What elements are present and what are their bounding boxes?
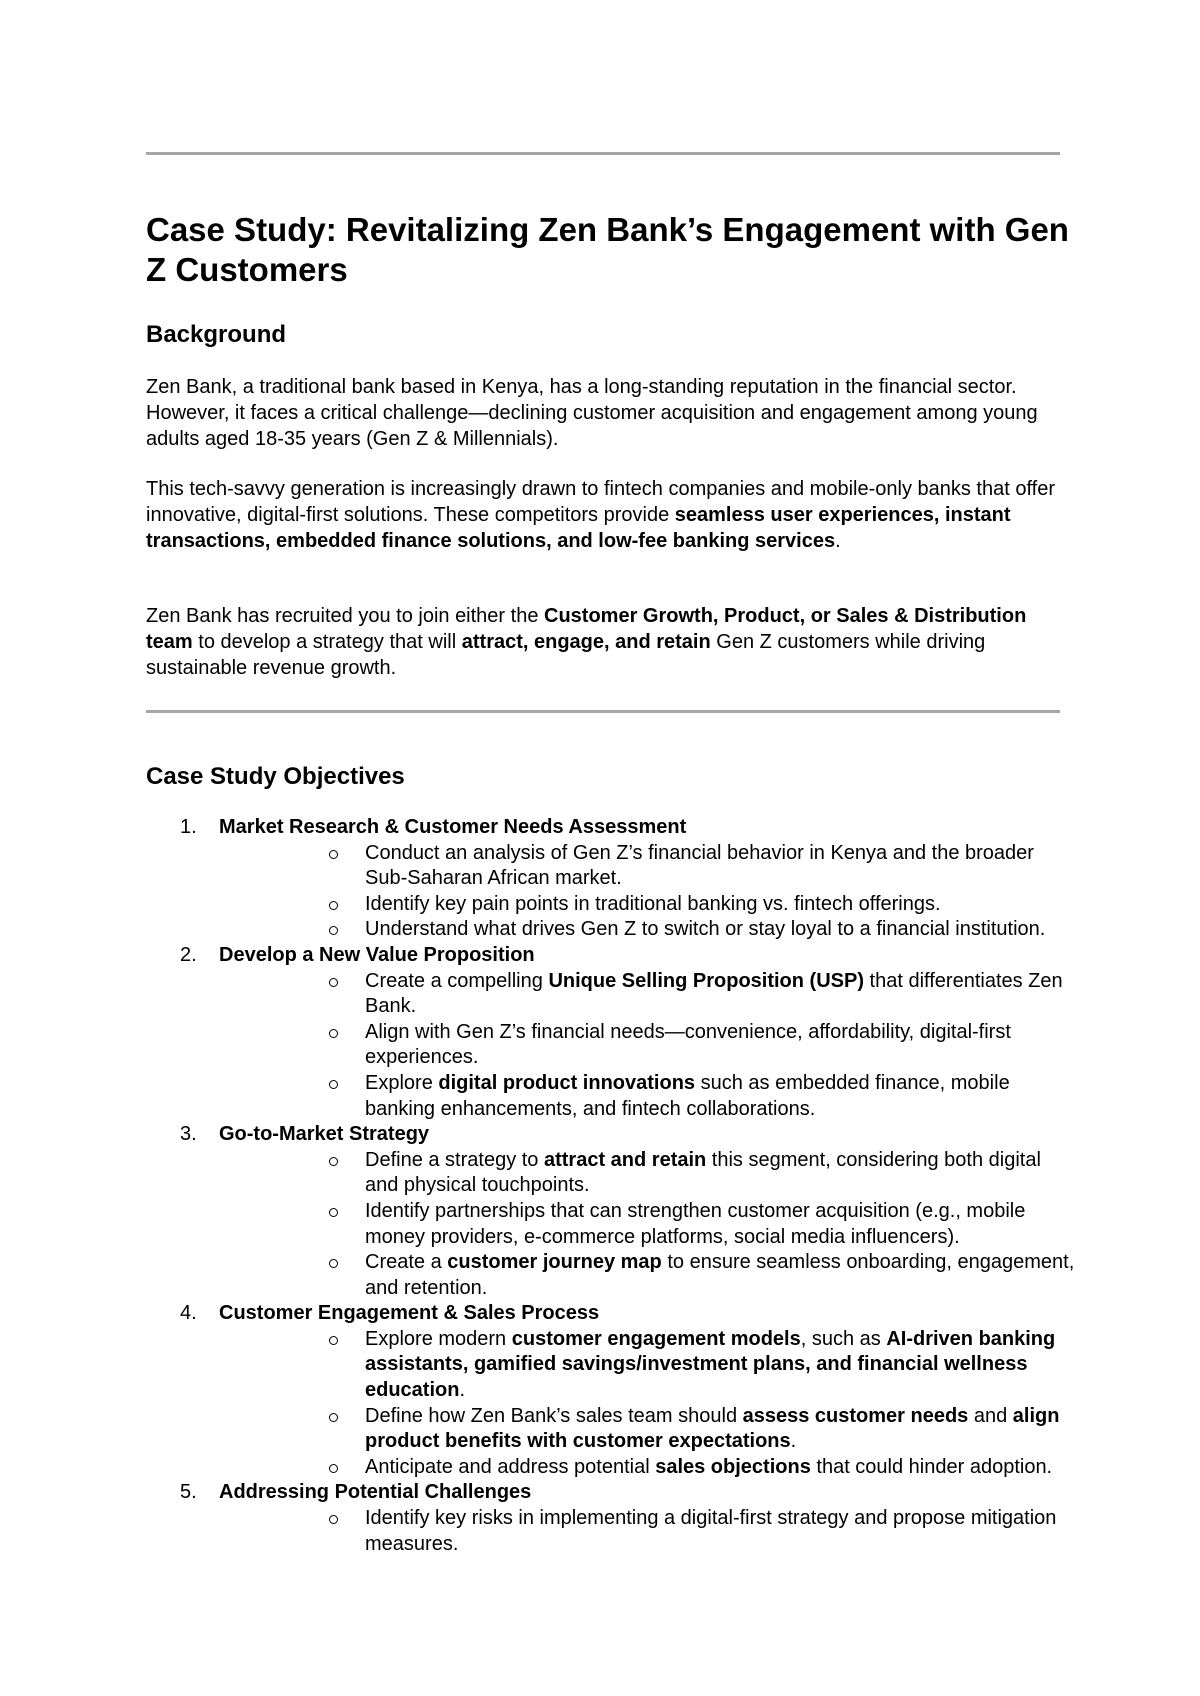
sub-point [219,917,1076,943]
sub-point-list [219,841,1076,943]
text-run: . [790,1430,797,1453]
text-run: Identify key pain points in traditional banking vs. fintech offerings. [365,892,941,915]
sub-point-list [219,1148,1076,1302]
bold-text-run: Unique Selling Proposition (USP) [548,969,864,992]
sub-point [219,1148,1076,1199]
text-run: and [968,1404,1013,1427]
objective-number: 4. [180,1302,197,1325]
sub-point [219,1250,1076,1301]
hollow-circle-bullet-icon [329,901,338,910]
objective-heading: Develop a New Value Proposition [219,943,535,966]
hollow-circle-bullet-icon [329,1080,338,1089]
bold-text-run: digital product innovations [438,1071,696,1094]
text-run: to develop a strategy that will [192,631,462,653]
objective-number: 1. [180,816,197,838]
hollow-circle-bullet-icon [329,1515,338,1524]
text-run: This tech-savvy generation is increasingly drawn to fintech companies and mobile-only banks that offer innovative, digital-first solutions. These competitors provide [146,478,1055,526]
objective-number: 3. [180,1123,197,1146]
horizontal-rule [146,710,1060,713]
text-run: Define a strategy to [365,1148,544,1171]
hollow-circle-bullet-icon [329,1157,338,1166]
text-run: , such as [800,1327,887,1350]
hollow-circle-bullet-icon [329,1029,338,1038]
sub-point [219,892,1076,918]
background-heading: Background [146,321,287,348]
objective-heading: Go-to-Market Strategy [219,1123,430,1146]
text-run: . [835,530,841,552]
text-run: Identify partnerships that can strengthen customer acquisition (e.g., mobile money providers, e-commerce platforms, social media influencers). [365,1199,1026,1248]
text-run: Identify key risks in implementing a digital-first strategy and propose mitigation measures. [365,1507,1057,1555]
sub-point-list [219,1327,1076,1481]
horizontal-rule [146,152,1060,155]
objective-item [146,943,1076,1122]
objective-number: 5. [180,1481,197,1504]
text-run: Align with Gen Z’s financial needs—convenience, affordability, digital-first experiences. [365,1020,1011,1069]
hollow-circle-bullet-icon [329,1413,338,1422]
hollow-circle-bullet-icon [329,850,338,859]
text-run: this segment, considering both digital and physical touchpoints. [365,1148,1041,1197]
objectives-list [146,815,1076,1557]
text-run: Create a [365,1251,448,1274]
sub-point [219,1404,1076,1455]
text-run: such as embedded finance, mobile banking enhancements, and fintech collaborations. [365,1071,1010,1120]
bold-text-run: assess customer needs [742,1404,969,1427]
text-run: . [459,1379,466,1402]
text-run: Zen Bank has recruited you to join either the [146,605,545,627]
bold-text-run: seamless user experiences, instant transactions, embedded finance solutions, and low-fee banking services [146,504,1011,552]
objective-heading: Addressing Potential Challenges [219,1481,532,1504]
text-run: Explore [365,1071,439,1094]
objective-item [146,1301,1076,1480]
objectives-heading: Case Study Objectives [146,763,405,790]
background-paragraph-1: Zen Bank, a traditional bank based in Kenya, has a long-standing reputation in the financial sector. However, it faces a critical challenge—declining customer acquisition and engagement among young adults aged 18-35 years (Gen Z & Millennials). [146,376,1038,450]
text-run: that could hinder adoption. [810,1455,1053,1478]
sub-point-list [219,1506,1076,1557]
hollow-circle-bullet-icon [329,1208,338,1217]
text-run: Gen Z customers while driving sustainable revenue growth. [146,631,986,679]
objective-heading: Customer Engagement & Sales Process [219,1302,600,1325]
sub-point [219,1506,1076,1557]
bold-text-run: attract, engage, and retain [461,631,711,653]
hollow-circle-bullet-icon [329,978,338,987]
objective-item [146,1480,1076,1557]
text-run: Create a compelling [365,969,549,992]
objective-number: 2. [180,943,197,966]
sub-point [219,841,1076,892]
hollow-circle-bullet-icon [329,1259,338,1268]
text-run: Explore modern [365,1327,512,1350]
objective-item [146,815,1076,943]
sub-point [219,1071,1076,1122]
text-run: that differentiates Zen Bank. [365,969,1063,1018]
hollow-circle-bullet-icon [329,1336,338,1345]
bold-text-run: attract and retain [543,1148,707,1171]
hollow-circle-bullet-icon [329,926,338,935]
sub-point-list [219,969,1076,1123]
bold-text-run: align product benefits with customer expectations [365,1404,1060,1453]
bold-text-run: customer engagement models [511,1327,801,1350]
text-run: Anticipate and address potential [365,1455,656,1478]
objective-heading: Market Research & Customer Needs Assessment [219,816,687,838]
text-run: Conduct an analysis of Gen Z’s financial behavior in Kenya and the broader Sub-Saharan African market. [365,841,1034,890]
objective-item [146,1122,1076,1301]
sub-point [219,1199,1076,1250]
text-run: Define how Zen Bank’s sales team should [365,1404,743,1427]
background-paragraph-3 [146,603,1076,681]
hollow-circle-bullet-icon [329,1464,338,1473]
bold-text-run: customer journey map [447,1251,662,1274]
sub-point [219,969,1076,1020]
document-title: Case Study: Revitalizing Zen Bank’s Engagement with Gen Z Customers [146,211,1069,288]
bold-text-run: AI-driven banking assistants, gamified savings/investment plans, and financial wellness education [365,1327,1056,1402]
bold-text-run: Customer Growth, Product, or Sales & Distribution team [146,605,1027,653]
sub-point [219,1020,1076,1071]
background-paragraph-2 [146,476,1076,554]
text-run: to ensure seamless onboarding, engagement, and retention. [365,1251,1075,1299]
bold-text-run: sales objections [655,1455,811,1478]
sub-point [219,1327,1076,1404]
text-run: Understand what drives Gen Z to switch or stay loyal to a financial institution. [365,918,1046,941]
sub-point [219,1455,1076,1481]
